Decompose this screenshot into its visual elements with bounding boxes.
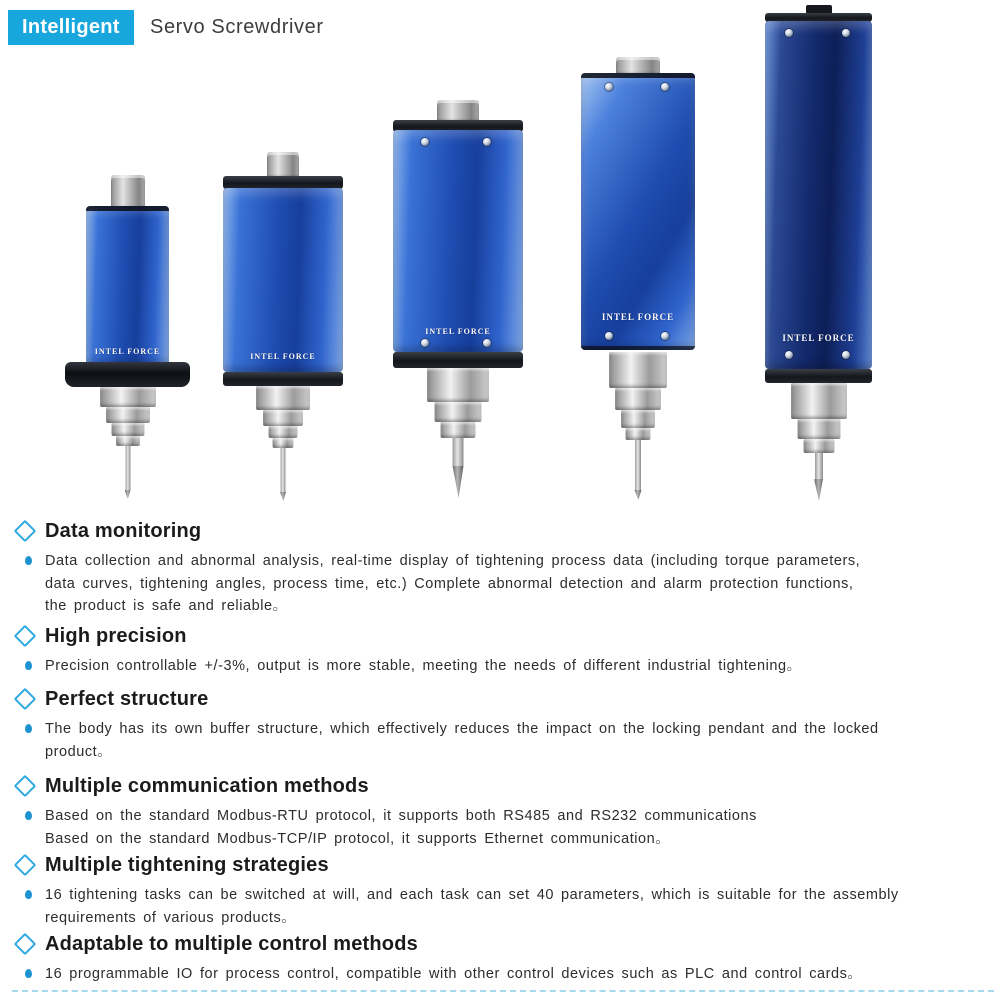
bullet-dot-icon [25, 890, 32, 899]
bullet-dot-icon [25, 969, 32, 978]
bit-tip [280, 492, 286, 501]
bit-tip [635, 490, 642, 500]
diamond-icon [14, 854, 37, 877]
screw-dot [483, 138, 491, 146]
diamond-icon [14, 688, 37, 711]
feature-text-line: Based on the standard Modbus-TCP/IP protocol, it supports Ethernet communication。 [45, 830, 671, 847]
chuck-step [797, 419, 840, 439]
device-body [223, 188, 343, 372]
body-top-edge [581, 73, 695, 78]
bottom-cap [393, 352, 523, 368]
bullet-dot-icon [25, 556, 32, 565]
device-body [581, 73, 695, 350]
section-control-methods [14, 931, 988, 986]
screwdriver-bit [635, 440, 641, 490]
chuck-step [803, 439, 834, 453]
mounting-flange [65, 362, 190, 387]
bit-tip [814, 479, 823, 501]
device-body [393, 130, 523, 352]
screw-dot [661, 332, 669, 340]
screw-dot [421, 339, 429, 347]
section-heading: Perfect structure [45, 688, 209, 710]
servo-screwdriver-3 [393, 100, 523, 500]
section-paragraph [45, 884, 899, 929]
brand-label: INTEL FORCE [601, 312, 675, 322]
connector-knob [111, 175, 145, 209]
device-body [86, 206, 169, 365]
feature-text-line: Based on the standard Modbus-RTU protocol, it supports both RS485 and RS232 communications [45, 808, 757, 824]
section-data-monitoring [14, 518, 988, 618]
section-high-precision [14, 623, 988, 678]
chuck-step [427, 368, 489, 402]
diamond-icon [14, 624, 37, 647]
screw-dot [785, 29, 793, 37]
diamond-icon [14, 933, 37, 956]
section-heading: High precision [45, 624, 187, 647]
bottom-divider [12, 990, 994, 992]
section-heading: Multiple communication methods [45, 775, 369, 797]
brand-label: INTEL FORCE [782, 333, 855, 343]
servo-screwdriver-1 [65, 175, 190, 503]
screw-dot [842, 351, 850, 359]
feature-text-line: data curves, tightening angles, process time, etc.) Complete abnormal detection and alarm protection functions, [45, 575, 854, 592]
brand-label: INTEL FORCE [425, 327, 491, 336]
feature-text-line: the product is safe and reliable。 [45, 598, 288, 614]
section-heading: Adaptable to multiple control methods [45, 933, 418, 955]
section-heading: Data monitoring [45, 520, 202, 542]
servo-screwdriver-4 [581, 57, 695, 500]
screwdriver-bit [815, 453, 823, 479]
chuck-step [441, 422, 476, 438]
section-heading: Multiple tightening strategies [45, 854, 329, 876]
bottom-cap [765, 369, 872, 383]
chuck-step [100, 387, 156, 407]
screwdriver-bit [125, 446, 130, 490]
chuck-step [256, 386, 310, 410]
screw-dot [785, 351, 793, 359]
section-perfect-structure [14, 686, 988, 763]
diamond-icon [14, 775, 37, 798]
body-top-edge [86, 206, 169, 211]
bottom-cap [223, 372, 343, 386]
section-paragraph [45, 655, 802, 678]
bit-tip [453, 466, 464, 498]
bullet-dot-icon [25, 724, 32, 733]
chuck-step [615, 388, 661, 410]
feature-text-line: Precision controllable +/-3%, output is more stable, meeting the needs of different industrial tightening。 [45, 657, 802, 674]
page-title: Servo Screwdriver [150, 16, 324, 38]
chuck-step [435, 402, 482, 422]
body-bottom-edge [581, 346, 695, 350]
device-body [765, 21, 872, 369]
chuck-step [626, 428, 651, 440]
feature-text-line: Data collection and abnormal analysis, real-time display of tightening process data (including torque parameters, [45, 553, 861, 569]
intelligent-badge: Intelligent [8, 10, 134, 45]
chuck-step [609, 352, 667, 388]
section-paragraph [45, 550, 860, 618]
chuck-step [106, 407, 150, 423]
feature-text-line: 16 tightening tasks can be switched at will, and each task can set 40 parameters, which is suitable for the assembly [45, 887, 899, 903]
screw-dot [842, 29, 850, 37]
screw-dot [661, 83, 669, 91]
chuck-step [263, 410, 303, 426]
section-communication-methods [14, 773, 988, 850]
chuck-step [269, 426, 298, 438]
feature-text-line: requirements of various products。 [45, 909, 297, 926]
servo-screwdriver-2 [223, 152, 343, 500]
connector-knob [437, 100, 479, 122]
feature-list [14, 514, 988, 988]
feature-text-line: 16 programmable IO for process control, compatible with other control devices such as PLC and control cards。 [45, 966, 863, 982]
feature-text-line: The body has its own buffer structure, which effectively reduces the impact on the locking pendant and the locked [45, 721, 879, 737]
feature-text-line: product。 [45, 743, 113, 760]
section-tightening-strategies [14, 852, 988, 929]
brand-label: INTEL FORCE [250, 352, 316, 361]
chuck-step [791, 383, 847, 419]
bullet-dot-icon [25, 661, 32, 670]
chuck-step [273, 438, 294, 448]
screwdriver-bit [281, 448, 286, 492]
section-paragraph [45, 963, 862, 986]
screw-dot [605, 332, 613, 340]
screwdriver-bit [453, 438, 464, 466]
brand-label: INTEL FORCE [94, 347, 161, 356]
screw-dot [483, 339, 491, 347]
screw-dot [605, 83, 613, 91]
servo-screwdriver-5 [765, 5, 872, 500]
chuck-step [111, 423, 144, 436]
bit-tip [125, 490, 131, 499]
section-paragraph [45, 805, 757, 850]
chuck-step [621, 410, 655, 428]
screw-dot [421, 138, 429, 146]
chuck-step [116, 436, 140, 446]
connector-knob [267, 152, 299, 178]
diamond-icon [14, 520, 37, 543]
section-paragraph [45, 718, 879, 763]
bullet-dot-icon [25, 811, 32, 820]
